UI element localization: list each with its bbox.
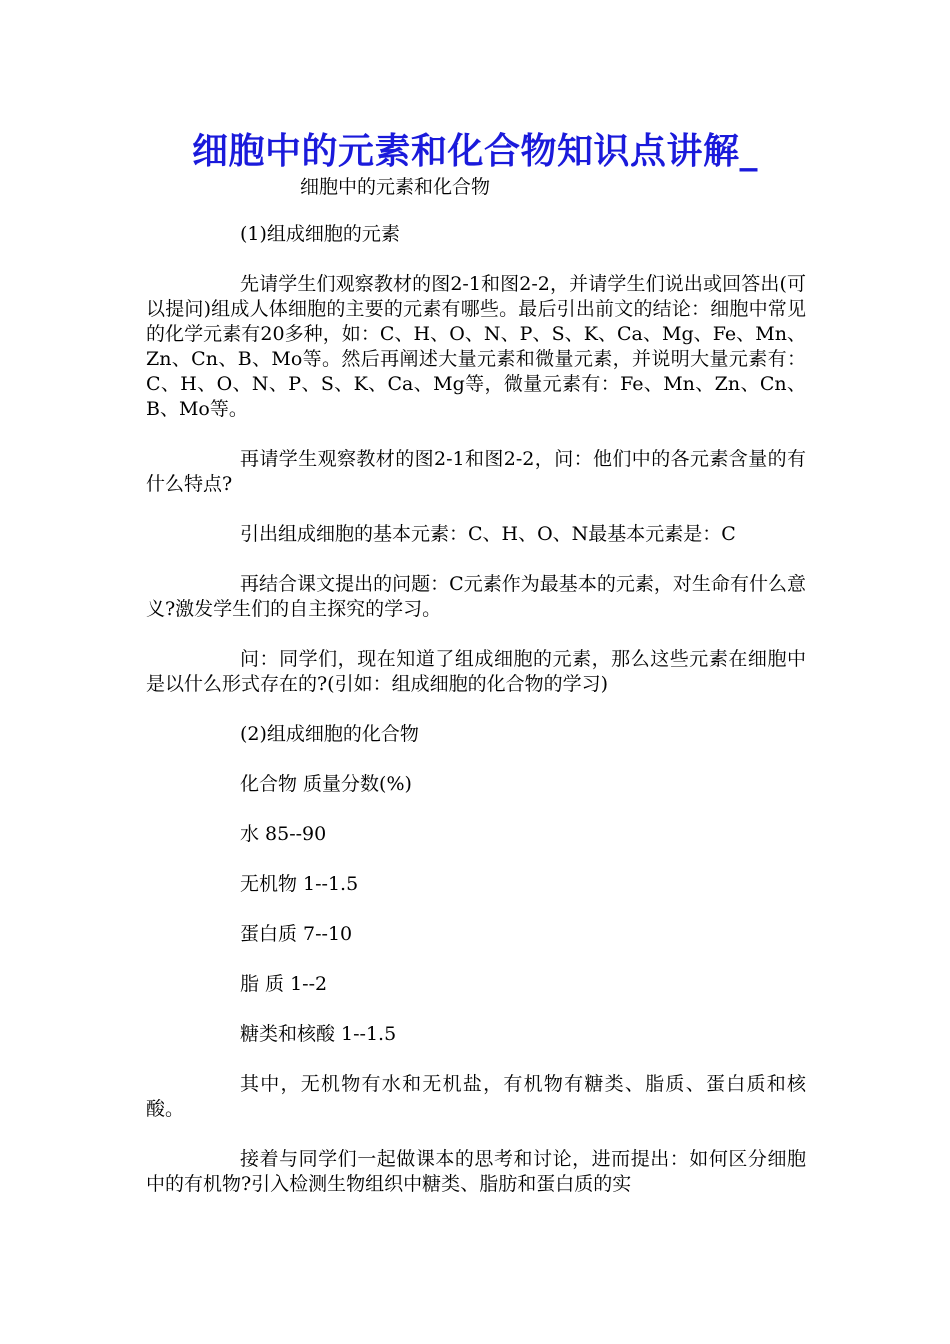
compound-row-lipid: 脂 质 1--2 — [240, 973, 328, 995]
compound-row-inorganic: 无机物 1--1.5 — [240, 873, 359, 895]
compound-row-water: 水 85--90 — [240, 823, 327, 845]
compound-table-header: 化合物 质量分数(%) — [240, 773, 412, 795]
paragraph: 其中，无机物有水和无机盐，有机物有糖类、脂质、蛋白质和核酸。 — [146, 1073, 806, 1120]
paragraph: 再结合课文提出的问题：C元素作为最基本的元素，对生命有什么意义?激发学生们的自主探究的学习。 — [146, 573, 806, 620]
compound-row-protein: 蛋白质 7--10 — [240, 923, 353, 945]
compound-row-sugar-nucleic: 糖类和核酸 1--1.5 — [240, 1023, 397, 1045]
document-subtitle: 细胞中的元素和化合物 — [300, 176, 491, 198]
paragraph: 引出组成细胞的基本元素：C、H、O、N最基本元素是：C — [240, 523, 736, 545]
document-body — [146, 222, 806, 1222]
section-heading-compounds: (2)组成细胞的化合物 — [240, 723, 419, 745]
paragraph: 问：同学们，现在知道了组成细胞的元素，那么这些元素在细胞中是以什么形式存在的?(引如：组成细胞的化合物的学习) — [146, 648, 806, 695]
paragraph: 接着与同学们一起做课本的思考和讨论，进而提出：如何区分细胞中的有机物?引入检测生物组织中糖类、脂肪和蛋白质的实 — [146, 1148, 806, 1195]
section-heading-elements: (1)组成细胞的元素 — [240, 223, 400, 245]
paragraph: 先请学生们观察教材的图2-1和图2-2，并请学生们说出或回答出(可以提问)组成人体细胞的主要的元素有哪些。最后引出前文的结论：细胞中常见的化学元素有20多种，如：C、H、O、N、P、S、K、Ca、Mg、Fe、Mn、Zn、Cn、B、Mo等。然后再阐述大量元素和微量元素，并说明大量元素有：C、H、O、N、P、S、K、Ca、Mg等，微量元素有：Fe、Mn、Zn、Cn、B、Mo等。 — [146, 273, 806, 420]
document-title: 细胞中的元素和化合物知识点讲解_ — [191, 130, 758, 172]
paragraph: 再请学生观察教材的图2-1和图2-2，问：他们中的各元素含量的有什么特点? — [146, 448, 806, 495]
